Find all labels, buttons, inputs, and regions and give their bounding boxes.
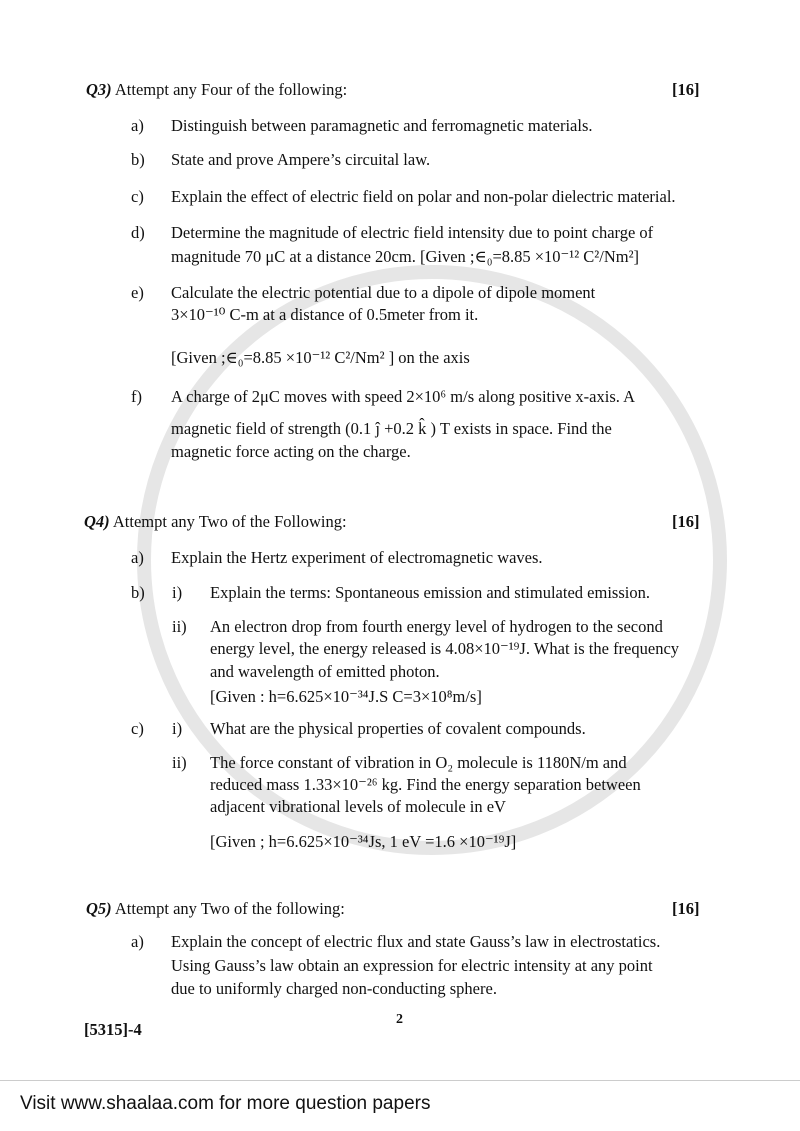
q3-marks: [16]: [672, 80, 700, 99]
q3-number: Q3): [86, 80, 112, 99]
q4-c-ii-given: [Given ; h=6.625×10⁻³⁴Js, 1 eV =1.6 ×10⁻¹⁹J]: [210, 832, 517, 851]
q3-e-text: 3×10⁻¹⁰ C-m at a distance of 0.5meter from it.: [171, 305, 479, 324]
q4-number: Q4): [84, 512, 110, 531]
q3-f-text: magnetic field of strength (0.1 ĵ +0.2 k̂ ) T exists in space. Find the: [171, 419, 612, 438]
footer-text: Visit www.shaalaa.com for more question papers: [20, 1093, 431, 1114]
subitem-label: ii): [172, 753, 187, 772]
q5-number: Q5): [86, 899, 112, 918]
item-label: d): [131, 223, 145, 242]
q4-b-ii-given: [Given : h=6.625×10⁻³⁴J.S C=3×10⁸m/s]: [210, 687, 482, 706]
q4-b-ii-text: energy level, the energy released is 4.08×10⁻¹⁹J. What is the frequency: [210, 639, 680, 658]
q5-marks: [16]: [672, 899, 700, 918]
q3-title: Attempt any Four of the following:: [114, 80, 348, 99]
item-label: b): [131, 583, 145, 602]
item-label: c): [131, 719, 144, 738]
page-code: [5315]-4: [84, 1020, 142, 1039]
q5-heading: [86, 899, 345, 919]
q5-a-text: due to uniformly charged non-conducting sphere.: [171, 979, 497, 998]
q3-heading: [86, 80, 347, 100]
q3-e-text: Calculate the electric potential due to a dipole of dipole moment: [171, 283, 596, 302]
q5-title: Attempt any Two of the following:: [114, 899, 345, 918]
q4-a-text: Explain the Hertz experiment of electromagnetic waves.: [171, 548, 543, 567]
item-label: e): [131, 283, 144, 302]
q4-c-ii-text: adjacent vibrational levels of molecule in eV: [210, 797, 506, 816]
footer-bar: [0, 1080, 800, 1131]
q4-b-ii-text: An electron drop from fourth energy level of hydrogen to the second: [210, 617, 663, 636]
page-number: 2: [396, 1012, 403, 1027]
item-label: c): [131, 187, 144, 206]
q5-a-text: Using Gauss’s law obtain an expression for electric intensity at any point: [171, 956, 653, 975]
item-label: f): [131, 387, 142, 406]
item-label: a): [131, 932, 144, 951]
subitem-label: i): [172, 583, 183, 602]
q3-a-text: Distinguish between paramagnetic and ferromagnetic materials.: [171, 116, 593, 135]
q3-b-text: State and prove Ampere’s circuital law.: [171, 150, 431, 169]
subitem-label: i): [172, 719, 183, 738]
subitem-label: ii): [172, 617, 187, 636]
q4-c-ii-text: The force constant of vibration in O₂ molecule is 1180N/m and: [210, 753, 627, 772]
item-label: a): [131, 548, 144, 567]
q4-title: Attempt any Two of the Following:: [112, 512, 347, 531]
q4-c-ii-text: reduced mass 1.33×10⁻²⁶ kg. Find the energy separation between: [210, 775, 641, 794]
q3-d-text: Determine the magnitude of electric field intensity due to point charge of: [171, 223, 654, 242]
item-label: a): [131, 116, 144, 135]
q4-marks: [16]: [672, 512, 700, 531]
q4-b-i-text: Explain the terms: Spontaneous emission and stimulated emission.: [210, 583, 650, 602]
q3-c-text: Explain the effect of electric field on polar and non-polar dielectric material.: [171, 187, 676, 206]
q4-b-ii-text: and wavelength of emitted photon.: [210, 662, 440, 681]
item-label: b): [131, 150, 145, 169]
q3-d-text: magnitude 70 μC at a distance 20cm. [Given ;∈₀=8.85 ×10⁻¹² C²/Nm²]: [171, 247, 640, 266]
q4-heading: [84, 512, 347, 532]
q5-a-text: Explain the concept of electric flux and state Gauss’s law in electrostatics.: [171, 932, 661, 951]
q3-e-given: [Given ;∈₀=8.85 ×10⁻¹² C²/Nm² ] on the axis: [171, 348, 470, 367]
q3-f-text: A charge of 2μC moves with speed 2×10⁶ m/s along positive x-axis. A: [171, 387, 636, 406]
q3-f-text: magnetic force acting on the charge.: [171, 442, 411, 461]
q4-c-i-text: What are the physical properties of covalent compounds.: [210, 719, 586, 738]
